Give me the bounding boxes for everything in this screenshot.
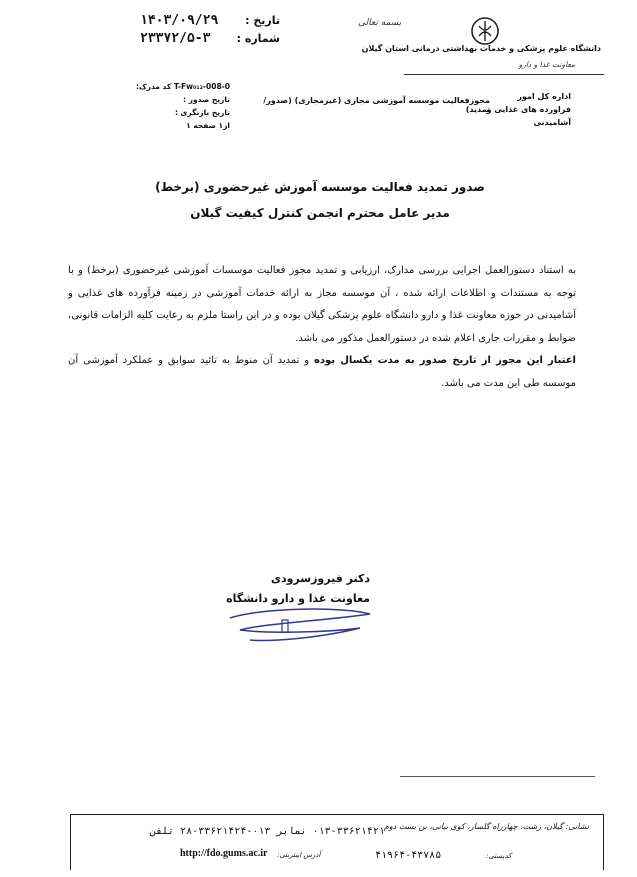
- body-paragraph-2: [68, 350, 576, 395]
- footer-postal-label: کدپستی:: [486, 852, 512, 860]
- subject-block: [140, 174, 500, 226]
- footer-divider: [400, 776, 595, 777]
- page-count: از۱ صفحه ۱: [186, 121, 230, 130]
- validity-statement: اعتبار این مجوز از تاریخ صدور به مدت یکسال بوده: [313, 355, 576, 366]
- footer-address: نشانی: گیلان، رشت، چهارراه گلسار، کوی بیانی، بن بست دوم: [383, 822, 589, 831]
- date-label: تاریخ :: [245, 14, 280, 27]
- department-line1: اداره کل امور: [517, 92, 571, 101]
- ministry-emblem-icon: [470, 16, 500, 46]
- footer-website-label: آدرس اینترنتی:: [277, 851, 321, 859]
- subject-title: صدور تمدید فعالیت موسسه آموزش غیرحضوری (برخط): [155, 180, 485, 194]
- department: [461, 90, 571, 129]
- body-paragraph-1: به استناد دستورالعمل اجرایی بررسی مدارک، ارزیابی و تمدید مجوز فعالیت موسسات آموزشی غیرحضوری (برخط) و با توجه به مستندات و اطلاعات ارائه شده ، آن موسسه مجاز به ارائه خدمات آموزشی در زمینه فرآورده های غذایی و آشامیدنی در حوزه معاونت غذا و دارو دانشگاه علوم پزشکی گیلان بوده و در این راستا ملزم به رعایت کلیه الزامات قانونی، ضوابط و مقررات جاری اعلام شده در دستورالعمل مذکور می باشد.: [68, 265, 576, 344]
- validity-rest: و تمدید آن منوط به تائید سوابق و عملکرد آموزشی آن موسسه طی این مدت می باشد.: [68, 355, 576, 389]
- org-deputy: معاونت غذا و دارو: [518, 60, 575, 69]
- footer-website[interactable]: http://fdo.gums.ac.ir: [180, 848, 268, 859]
- org-name: دانشگاه علوم پزشکی و خدمات بهداشتی درمانی استان گیلان: [361, 44, 601, 53]
- document-meta: [70, 80, 230, 132]
- footer-postal-code: ۴۱۹۶۴-۴۳۷۸۵: [375, 850, 442, 861]
- letter-body: [68, 260, 576, 395]
- date-value: ۱۴۰۳/۰۹/۲۹: [140, 13, 219, 28]
- review-date-label: تاریخ بازنگری :: [174, 108, 230, 117]
- date-number-block: [140, 12, 280, 48]
- issue-date-label: تاریخ صدور :: [183, 95, 230, 104]
- handwritten-signature: [220, 600, 380, 650]
- signer-title: معاونت غذا و دارو دانشگاه: [226, 592, 370, 605]
- bismillah: بسمه تعالی: [358, 18, 402, 28]
- header-divider: [404, 74, 604, 75]
- signer-name: دکتر فیروزسرودی: [270, 572, 370, 585]
- document-code: T-Fw₀₁₂-008-0 کد مدرک:: [135, 82, 230, 91]
- license-type: مجوزفعالیت موسسه آموزشی مجازی (غیرمجازی) (صدور/تمدید): [263, 96, 490, 114]
- number-value: ۲۳۳۷۲/۵-۳: [140, 31, 211, 46]
- number-label: شماره :: [236, 32, 280, 45]
- recipient: مدیر عامل محترم انجمن کنترل کیفیت گیلان: [190, 206, 450, 220]
- department-line2: فراورده های غذایی و آشامیدنی: [486, 105, 571, 127]
- footer-phone: ۰۱۳-۳۳۶۲۱۴۲۱ نمابر ۰۱۳-۳۳۶۲۱۴۲۴-۲۸ تلفن: [150, 826, 385, 837]
